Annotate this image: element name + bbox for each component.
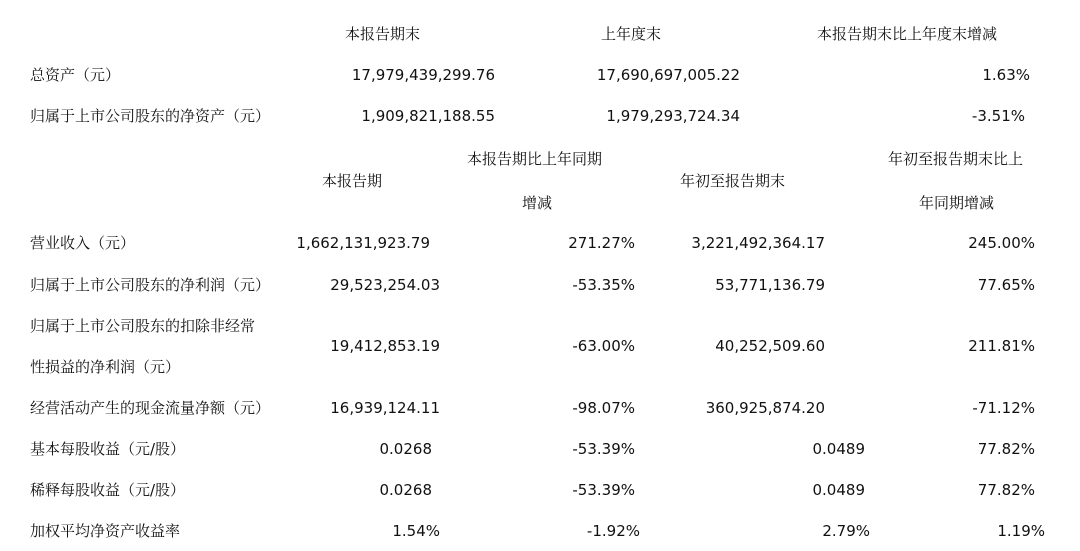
header-ytd: 年初至报告期末 bbox=[680, 172, 786, 190]
cell-value: 245.00% bbox=[968, 234, 1035, 252]
cell-value: 40,252,509.60 bbox=[715, 337, 825, 355]
cell-value: -1.92% bbox=[586, 522, 640, 540]
header-yoy-change-line2: 增减 bbox=[522, 194, 553, 212]
cell-value: 360,925,874.20 bbox=[705, 399, 825, 417]
cell-value: 77.65% bbox=[977, 276, 1035, 294]
cell-value: 211.81% bbox=[968, 337, 1035, 355]
header-ytd-change: 年初至报告期末比上 bbox=[888, 150, 1024, 168]
cell-value: 271.27% bbox=[568, 234, 635, 252]
row-label-weighted-roe: 加权平均净资产收益率 bbox=[30, 522, 181, 540]
row-label-adjusted-net-profit: 归属于上市公司股东的扣除非经常 bbox=[30, 317, 256, 335]
cell-value: 1,909,821,188.55 bbox=[361, 107, 495, 125]
cell-value: 0.0489 bbox=[812, 440, 865, 458]
cell-value: -71.12% bbox=[972, 399, 1035, 417]
cell-value: 77.82% bbox=[977, 440, 1035, 458]
cell-value: 17,979,439,299.76 bbox=[351, 66, 495, 84]
cell-value: 1.19% bbox=[997, 522, 1045, 540]
cell-value: -53.39% bbox=[572, 481, 635, 499]
cell-value: 1,979,293,724.34 bbox=[606, 107, 740, 125]
header-change-vs-prior-year-end: 本报告期末比上年度末增减 bbox=[817, 25, 998, 43]
cell-value: 19,412,853.19 bbox=[330, 337, 440, 355]
row-label-total-assets: 总资产（元） bbox=[30, 66, 121, 84]
header-yoy-change: 本报告期比上年同期 bbox=[467, 150, 603, 168]
row-label-net-profit: 归属于上市公司股东的净利润（元） bbox=[30, 276, 271, 294]
cell-value: 1.63% bbox=[982, 66, 1030, 84]
cell-value: 2.79% bbox=[822, 522, 870, 540]
header-period-end: 本报告期末 bbox=[345, 25, 421, 43]
cell-value: -53.39% bbox=[572, 440, 635, 458]
cell-value: 16,939,124.11 bbox=[330, 399, 440, 417]
cell-value: 0.0268 bbox=[379, 481, 432, 499]
row-label-net-assets: 归属于上市公司股东的净资产（元） bbox=[30, 107, 271, 125]
cell-value: -98.07% bbox=[572, 399, 635, 417]
header-prior-year-end: 上年度末 bbox=[601, 25, 662, 43]
cell-value: 29,523,254.03 bbox=[330, 276, 440, 294]
cell-value: -53.35% bbox=[572, 276, 635, 294]
cell-value: 0.0268 bbox=[379, 440, 432, 458]
row-label-revenue: 营业收入（元） bbox=[30, 234, 136, 252]
cell-value: 1,662,131,923.79 bbox=[296, 234, 430, 252]
row-label-basic-eps: 基本每股收益（元/股） bbox=[30, 440, 186, 458]
cell-value: 3,221,492,364.17 bbox=[691, 234, 825, 252]
row-label-adjusted-net-profit-line2: 性损益的净利润（元） bbox=[30, 358, 181, 376]
cell-value: 17,690,697,005.22 bbox=[596, 66, 740, 84]
cell-value: 77.82% bbox=[977, 481, 1035, 499]
header-current-period: 本报告期 bbox=[322, 172, 383, 190]
row-label-diluted-eps: 稀释每股收益（元/股） bbox=[30, 481, 186, 499]
row-label-operating-cash-flow: 经营活动产生的现金流量净额（元） bbox=[30, 399, 271, 417]
cell-value: -63.00% bbox=[572, 337, 635, 355]
cell-value: 0.0489 bbox=[812, 481, 865, 499]
header-ytd-change-line2: 年同期增减 bbox=[919, 194, 995, 212]
cell-value: -3.51% bbox=[971, 107, 1025, 125]
cell-value: 1.54% bbox=[392, 522, 440, 540]
cell-value: 53,771,136.79 bbox=[715, 276, 825, 294]
